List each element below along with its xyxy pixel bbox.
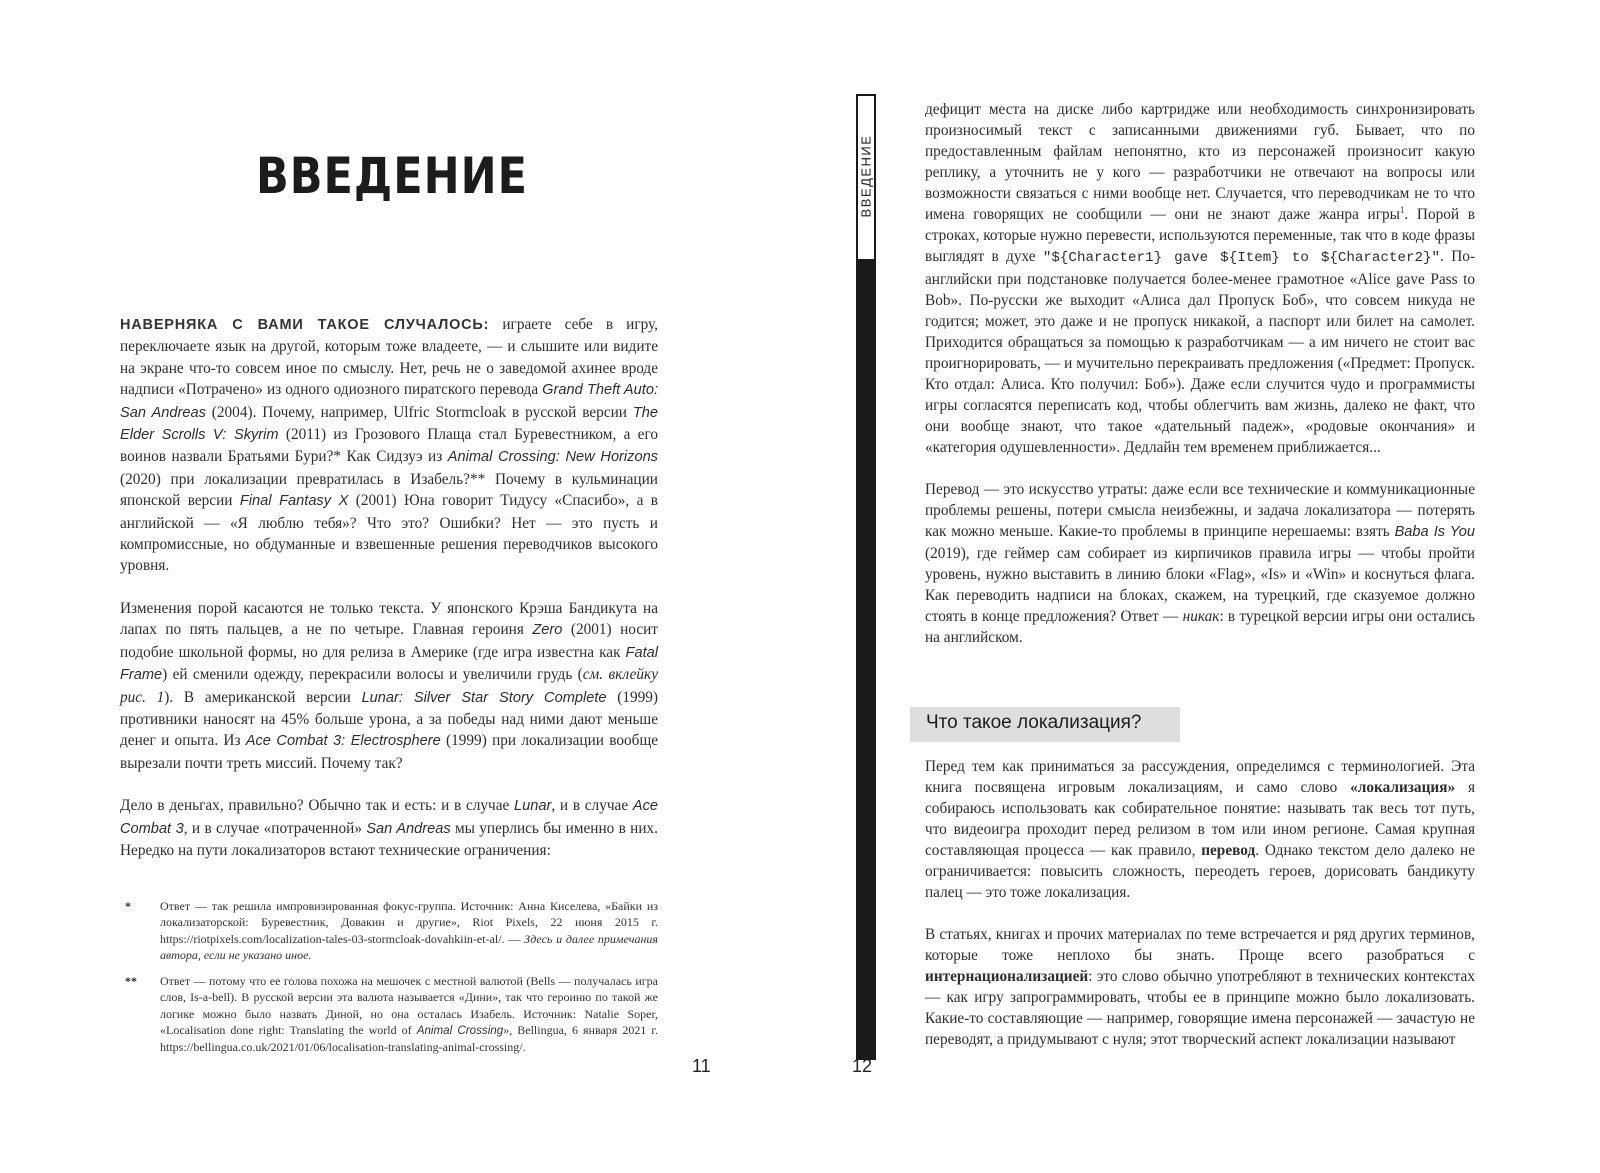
text: : это слово обычно употребляют в технических контекстах — как игру запрограммировать, чтобы ее в принципе можно было локализовать. Какие-то составляющие — например, говорящие имена персонажей — зачастую не переводят, а придумывают с нуля; этот творческий аспект локализации называют [925,968,1475,1048]
game-title: Lunar: Silver Star Story Complete [361,689,607,706]
chapter-title: ВВЕДЕНИЕ [256,148,528,206]
footnote-note: Здесь и далее примечания автора, если не указано иное. [160,931,659,962]
text: (2001) Юна говорит Тидусу «Спасибо», а в английской — «Я люблю тебя»? Что это? Ошибки? Нет — это пусть и компромиссные, но обдуманные и взвешенные решения переводчиков высокого уровня. [120,492,658,575]
game-title: Lunar [514,798,552,815]
term: интернационализацией [925,968,1089,985]
side-tab-label: ВВЕДЕНИЕ [858,134,874,218]
text: ). В американской версии [164,688,362,706]
lead-in: НАВЕРНЯКА С ВАМИ ТАКОЕ СЛУЧАЛОСЬ: [120,317,490,333]
code-snippet: "${Character1} gave ${Item} to ${Character2}" [1042,250,1441,266]
chapter-side-tab [856,94,876,1060]
text: , и в случае «потраченной» [183,819,367,837]
constraints-paragraph [925,99,1475,458]
game-title: Baba Is You [1394,524,1475,540]
footnote-ref: 1 [1399,204,1405,215]
game-title: San Andreas [366,820,451,837]
text: : в турецкой версии игры они остались на английском. [925,608,1475,646]
text: (2020) при локализации превратилась в Изабель?** Почему в кульминации японской версии [120,470,658,510]
game-title: Ace Combat 3: Electrosphere [245,733,441,750]
text: Перевод — это искусство утраты: даже если все технические и коммуникационные проблемы решены, потери смысла неизбежны, и задача локализатора — потерять как можно меньше. Какие-то проблемы в принципе нерешаемы: взять [925,481,1475,540]
game-title: Animal Crossing: New Horizons [447,449,658,466]
footnote [122,973,658,1055]
emphasis: никак [1182,608,1220,625]
text: (2001) носит подобие школьной формы, но для релиза в Америке (где игра известна как [120,621,658,661]
game-title: Animal Crossing [416,1024,504,1038]
text: . Однако текстом дело далеко не ограничивается: повысить сложность, переодеть героев, дорисовать бандикуту палец — это тоже локализация. [925,842,1475,901]
text: », Bellingua, 6 января 2021 г. https://bellingua.co.uk/2021/01/06/localisation-translating-animal-crossing/. [160,1023,658,1055]
game-title: Grand Theft Auto: San Andreas [120,382,658,421]
text: В статьях, книгах и прочих материалах по теме встречается и ряд других терминов, которые тоже неплохо бы знать. Проще всего разобраться с [925,926,1475,964]
term: «локализация» [1350,779,1456,796]
text: (1999) при локализации вообще вырезали почти треть миссий. Почему так? [120,732,659,772]
text: Ответ — потому что ее голова похожа на мешочек с местной валютой (Bells — получалась игра слов, Is-a-bell). В русской версии эта валюта называется «Дини», так что героиню по такой же логике можно было назвать Диной, но она осталась Изабель. Источник: Natalie Soper, «Localisation done right: Translating the world of [160,974,658,1038]
section-heading-text: Что такое локализация? [926,712,1142,733]
terminology-paragraph [925,756,1475,903]
right-page-body-bottom [925,756,1475,1071]
text: . Порой в строках, которые нужно перевести, используются переменные, так что в коде фразы выглядят в духе [925,206,1475,265]
footnotes [122,898,658,1066]
footnote-marker: * [125,899,131,913]
right-page-body-top [925,99,1475,669]
footnote-marker: ** [125,974,137,989]
changes-paragraph [120,598,658,774]
text: , и в случае [551,797,633,815]
translation-paragraph [925,479,1475,648]
text: Дело в деньгах, правильно? Обычно так и есть: и в случае [120,797,515,815]
text: дефицит места на диске либо картридже или необходимость синхронизировать произносимый текст с записанными движениями губ. Бывает, что по предоставленным файлам непонятно, кто из персонажей произносит какую реплику, а уточнить не у кого — разработчики не отвечают на вопросы или возможности связаться с ними вообще нет. Случается, что переводчикам не то что имена говорящих не сообщили — они не знают даже жанра игры [925,101,1475,223]
text: Изменения порой касаются не только текста. У японского Крэша Бандикута на лапах по пять пальцев, а не по четыре. Главная героиня [120,599,658,639]
game-title: The Elder Scrolls V: Skyrim [120,404,658,444]
text: (2019), где геймер сам собирает из кирпичиков правила игры — чтобы пройти уровень, нужно выставить в линию блоки «Flag», «Is» и «Win» и коснуться флага. Как переводить надписи на блоках, скажем, на турецкий, где сказуемое должно стоять в конце предложения? Ответ — [925,545,1475,625]
money-paragraph [120,795,658,861]
left-page-body [120,314,658,882]
game-title: Fatal Frame [120,644,658,684]
text: . По-английски при подстановке получается более-менее грамотное «Alice gave Pass to Bob». По-русски же выходит «Алиса дал Пропуск Боб», что совсем никуда не годится; может, это даже и не пропуск никакой, а паспорт или билет на самолет. Приходится обращаться за помощью к разработчикам — а им ничего не стоит вас проигнорировать, — и мучительно перекраивать предложения («Предмет: Пропуск. Кто отдал: Алиса. Кто получил: Боб»). Даже если случится чудо и программисты игры согласятся переписать код, чтобы облегчить вам жизнь, далеко не факт, что они вообще знают, что такое «дательный падеж», «родовые окончания» и «категория одушевленности». Дедлайн тем временем приближается... [925,248,1475,456]
footnote [122,898,658,963]
text: (2004). Почему, например, Ulfric Stormcloak в русской версии [205,403,633,421]
text: (1999) противники наносят на 45% больше урона, а за победы над ними дают меньше денег и опыта. Из [120,688,659,750]
text: (2011) из Грозового Плаща стал Буревестником, а его воинов назвали Братьями Бури?* Как Сидзуэ из [120,426,659,466]
text: мы уперлись бы именно в них. Нередко на пути локализаторов встают технические ограничения: [120,819,658,859]
game-title: Zero [532,622,563,639]
terms-paragraph [925,924,1475,1050]
page-number-right: 12 [852,1056,873,1076]
game-title: Ace Combat 3 [120,798,658,837]
text: я собираюсь использовать как собирательное понятие: называть так весь тот путь, что видеоигра проходит перед релизом в том или ином регионе. Самая крупная составляющая процесса — как правило, [925,779,1475,859]
text: ) ей сменили одежду, перекрасили волосы и увеличили грудь ( [162,666,583,684]
text: Перед тем как приниматься за рассуждения, определимся с терминологией. Эта книга посвящена игровым локализациям, и само слово [925,758,1475,796]
figure-reference: см. вклейку рис. 1 [120,666,658,706]
section-heading [910,707,1180,742]
intro-paragraph [120,314,658,577]
game-title: Final Fantasy X [239,493,349,510]
text: Ответ — так решила импровизированная фокус-группа. Источник: Анна Киселева, «Байки из локализаторской: Буревестник, Довакин и другие», Riot Pixels, 22 июня 2015 г. https://riotpixels.com/localization-tales-03-stormcloak-dovahkiin-et-al/. — [160,899,658,946]
term: перевод [1201,842,1256,859]
side-tab-bar [856,259,876,1060]
page-number-left: 11 [692,1056,711,1076]
text: играете себе в игру, переключаете язык на другой, которым тоже владеете, — и слышите или видите на экране что-то совсем иное по смыслу. Нет, речь не о заведомой ахинее вроде надписи «Потрачено» из одного одиозного пиратского перевода [120,316,658,399]
